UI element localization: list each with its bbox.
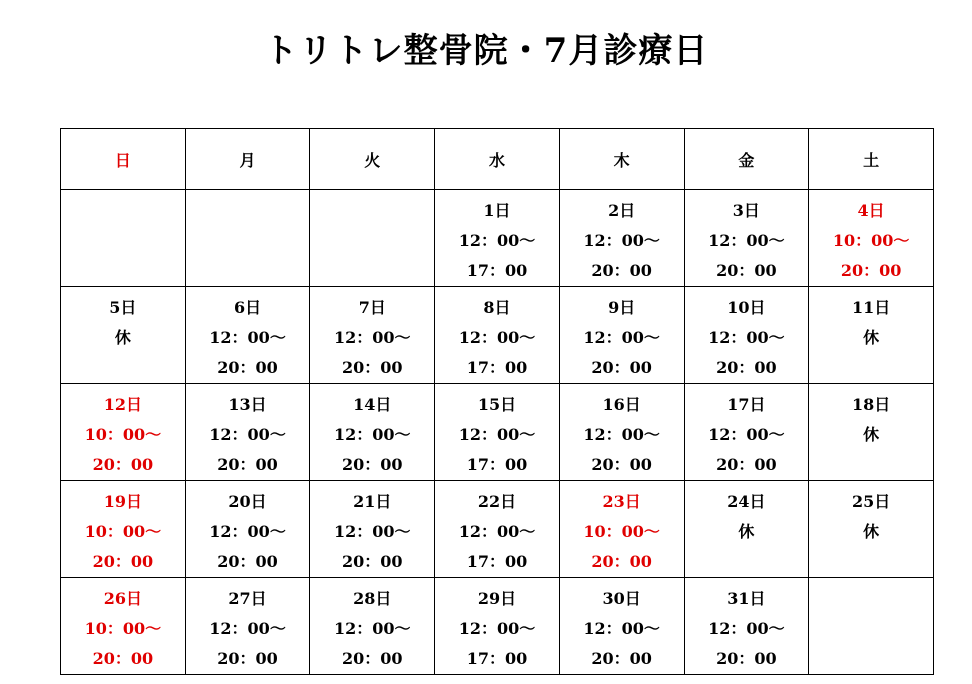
- day-cell: [435, 481, 560, 578]
- hours-text: 12：00〜: [458, 522, 536, 541]
- hours-text: 12：00〜: [458, 619, 536, 638]
- day-cell: [684, 384, 809, 481]
- hours-text: 12：00〜: [209, 328, 286, 347]
- hours-text: 12：00〜: [708, 328, 785, 347]
- day-cell: [684, 287, 809, 384]
- day-number: 10日: [727, 298, 766, 317]
- day-number: 26日: [103, 589, 142, 608]
- hours-text: 10：00〜: [84, 619, 162, 638]
- day-cell: [684, 190, 809, 287]
- day-cell: [61, 287, 186, 384]
- day-number: 30日: [602, 589, 641, 608]
- day-number: 17日: [727, 395, 766, 414]
- day-cell: [435, 190, 560, 287]
- hours-text: 20：00: [716, 261, 777, 280]
- day-cell: [310, 578, 435, 675]
- day-number: 21日: [353, 492, 392, 511]
- hours-text: 17：00: [466, 649, 528, 668]
- hours-text: 20：00: [716, 649, 777, 668]
- day-cell: [185, 481, 310, 578]
- hours-text: 12：00〜: [583, 231, 660, 250]
- hours-text: 20：00: [341, 358, 403, 377]
- day-number: 11日: [851, 298, 891, 317]
- day-number: 27日: [228, 589, 267, 608]
- day-cell: [435, 287, 560, 384]
- hours-text: 20：00: [217, 649, 278, 668]
- weekday-header: 水: [435, 129, 560, 190]
- hours-text: 12：00〜: [708, 231, 785, 250]
- closed-label: 休: [863, 522, 880, 541]
- day-number: 29日: [477, 589, 517, 608]
- calendar-body: [61, 190, 934, 675]
- closed-label: 休: [114, 328, 131, 347]
- weekday-header: 木: [559, 129, 684, 190]
- hours-text: 20：00: [341, 552, 403, 571]
- hours-text: 20：00: [716, 358, 777, 377]
- empty-day-cell: [310, 190, 435, 287]
- day-cell: [559, 287, 684, 384]
- day-cell: [684, 481, 809, 578]
- hours-text: 20：00: [217, 358, 278, 377]
- hours-text: 12：00〜: [209, 619, 286, 638]
- day-cell: [310, 384, 435, 481]
- day-cell: [310, 481, 435, 578]
- empty-day-cell: [809, 578, 934, 675]
- hours-text: 12：00〜: [333, 328, 411, 347]
- hours-text: 20：00: [92, 552, 154, 571]
- day-number: 13日: [228, 395, 267, 414]
- week-row: [61, 190, 934, 287]
- hours-text: 10：00〜: [832, 231, 910, 250]
- hours-text: 20：00: [591, 552, 652, 571]
- closed-label: 休: [738, 522, 755, 541]
- hours-text: 10：00〜: [84, 522, 162, 541]
- hours-text: 12：00〜: [333, 425, 411, 444]
- hours-text: 20：00: [217, 552, 278, 571]
- hours-text: 12：00〜: [333, 522, 411, 541]
- day-number: 15日: [477, 395, 517, 414]
- hours-text: 12：00〜: [583, 425, 660, 444]
- hours-text: 12：00〜: [458, 231, 536, 250]
- hours-text: 12：00〜: [209, 522, 286, 541]
- day-number: 18日: [851, 395, 891, 414]
- day-cell: [185, 384, 310, 481]
- hours-text: 20：00: [591, 455, 652, 474]
- day-cell: [559, 481, 684, 578]
- hours-text: 20：00: [591, 649, 652, 668]
- empty-day-cell: [185, 190, 310, 287]
- day-number: 8日: [483, 298, 511, 317]
- day-cell: [185, 287, 310, 384]
- day-number: 14日: [353, 395, 392, 414]
- weekday-header: 金: [684, 129, 809, 190]
- day-number: 16日: [602, 395, 641, 414]
- day-cell: [61, 481, 186, 578]
- day-number: 31日: [727, 589, 766, 608]
- hours-text: 20：00: [591, 261, 652, 280]
- day-cell: [559, 384, 684, 481]
- hours-text: 12：00〜: [209, 425, 286, 444]
- day-number: 1日: [483, 201, 511, 220]
- hours-text: 12：00〜: [708, 619, 785, 638]
- weekday-header: 月: [185, 129, 310, 190]
- day-number: 25日: [851, 492, 891, 511]
- day-cell: [809, 287, 934, 384]
- day-cell: [185, 578, 310, 675]
- closed-label: 休: [863, 425, 880, 444]
- day-cell: [61, 578, 186, 675]
- day-number: 19日: [103, 492, 142, 511]
- hours-text: 20：00: [217, 455, 278, 474]
- hours-text: 20：00: [716, 455, 777, 474]
- hours-text: 20：00: [92, 649, 154, 668]
- hours-text: 10：00〜: [84, 425, 162, 444]
- day-cell: [809, 384, 934, 481]
- hours-text: 17：00: [466, 358, 528, 377]
- weekday-header-row: [61, 129, 934, 190]
- day-cell: [559, 190, 684, 287]
- empty-day-cell: [61, 190, 186, 287]
- week-row: [61, 578, 934, 675]
- schedule-calendar: [60, 128, 934, 675]
- day-number: 22日: [477, 492, 517, 511]
- hours-text: 12：00〜: [458, 328, 536, 347]
- hours-text: 20：00: [341, 649, 403, 668]
- day-number: 6日: [233, 298, 262, 317]
- hours-text: 12：00〜: [583, 619, 660, 638]
- hours-text: 17：00: [466, 455, 528, 474]
- week-row: [61, 481, 934, 578]
- hours-text: 20：00: [591, 358, 652, 377]
- hours-text: 12：00〜: [583, 328, 660, 347]
- weekday-header: 火: [310, 129, 435, 190]
- weekday-header: 日: [61, 129, 186, 190]
- day-number: 2日: [608, 201, 636, 220]
- weekday-header: 土: [809, 129, 934, 190]
- week-row: [61, 287, 934, 384]
- hours-text: 10：00〜: [583, 522, 660, 541]
- day-number: 9日: [608, 298, 636, 317]
- day-cell: [435, 384, 560, 481]
- day-cell: [61, 384, 186, 481]
- day-cell: [559, 578, 684, 675]
- hours-text: 20：00: [341, 455, 403, 474]
- hours-text: 17：00: [466, 261, 528, 280]
- hours-text: 20：00: [840, 261, 902, 280]
- closed-label: 休: [863, 328, 880, 347]
- day-number: 7日: [358, 298, 386, 317]
- day-number: 12日: [103, 395, 142, 414]
- day-cell: [809, 190, 934, 287]
- day-number: 28日: [353, 589, 392, 608]
- hours-text: 12：00〜: [333, 619, 411, 638]
- day-number: 5日: [109, 298, 137, 317]
- page-title: トリトレ整骨院・7月診療日: [263, 31, 709, 71]
- day-number: 20日: [228, 492, 267, 511]
- hours-text: 12：00〜: [708, 425, 785, 444]
- day-number: 3日: [732, 201, 760, 220]
- week-row: [61, 384, 934, 481]
- hours-text: 20：00: [92, 455, 154, 474]
- day-cell: [684, 578, 809, 675]
- day-cell: [310, 287, 435, 384]
- hours-text: 12：00〜: [458, 425, 536, 444]
- hours-text: 17：00: [466, 552, 528, 571]
- day-number: 23日: [602, 492, 641, 511]
- day-cell: [435, 578, 560, 675]
- day-number: 4日: [857, 201, 885, 220]
- day-cell: [809, 481, 934, 578]
- day-number: 24日: [727, 492, 766, 511]
